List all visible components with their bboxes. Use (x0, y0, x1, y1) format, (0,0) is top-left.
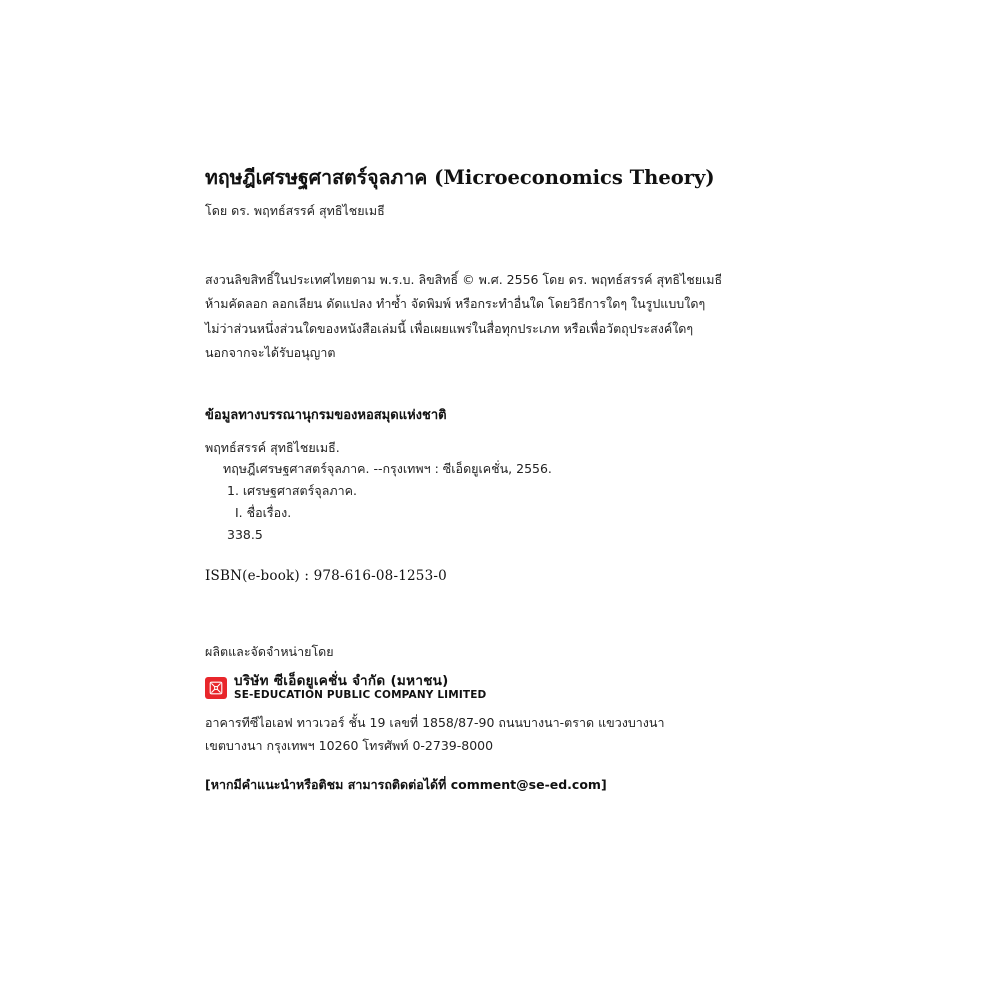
cataloging-line-added-entry: I. ชื่อเรื่อง. (235, 505, 292, 521)
copyright-line-3: ไม่ว่าส่วนหนึ่งส่วนใดของหนังสือเล่มนี้ เพื่อเผยแพร่ในสื่อทุกประเภท หรือเพื่อวัตถุประสงค์ใดๆ (205, 320, 694, 336)
author-line: โดย ดร. พฤทธ์สรรค์ สุทธิไชยเมธี (205, 203, 385, 219)
publisher-name-th: บริษัท ซีเอ็ดยูเคชั่น จำกัด (มหาชน) (234, 672, 449, 689)
cataloging-line-title: ทฤษฎีเศรษฐศาสตร์จุลภาค. --กรุงเทพฯ : ซีเอ็ดยูเคชั่น, 2556. (223, 461, 552, 477)
contact-email[interactable]: comment@se-ed.com (450, 777, 601, 793)
cataloging-block (205, 404, 825, 584)
copyright-page-content (205, 165, 825, 795)
se-ed-square-logo-icon (205, 677, 227, 699)
copyright-paragraph (205, 268, 725, 366)
cataloging-line-subject: 1. เศรษฐศาสตร์จุลภาค. (227, 483, 357, 499)
publisher-logo-row (205, 674, 825, 702)
publisher-block (205, 642, 825, 795)
publisher-lead-text: ผลิตและจัดจำหน่ายโดย (205, 643, 334, 659)
copyright-line-2: ห้ามคัดลอก ลอกเลียน ดัดแปลง ทำซ้ำ จัดพิมพ์ หรือกระทำอื่นใด โดยวิธีการใดๆ ในรูปแบบใดๆ (205, 296, 706, 312)
publisher-address-line-2: เขตบางนา กรุงเทพฯ 10260 โทรศัพท์ 0-2739-8000 (205, 737, 494, 753)
publisher-name (234, 674, 486, 702)
copyright-line-4: นอกจากจะได้รับอนุญาต (205, 345, 336, 361)
page-title: ทฤษฎีเศรษฐศาสตร์จุลภาค (Microeconomics Theory) (205, 166, 715, 189)
contact-note-suffix: ] (600, 777, 607, 793)
contact-note-prefix: [หากมีคำแนะนำหรือติชม สามารถติดต่อได้ที่ (205, 777, 451, 793)
contact-note (205, 775, 825, 795)
cataloging-line-ddc: 338.5 (227, 527, 263, 543)
cataloging-heading: ข้อมูลทางบรรณานุกรมของหอสมุดแห่งชาติ (205, 407, 447, 423)
publisher-name-en: SE-EDUCATION PUBLIC COMPANY LIMITED (234, 689, 487, 702)
copyright-line-1: สงวนลิขสิทธิ์ในประเทศไทยตาม พ.ร.บ. ลิขสิทธิ์ © พ.ศ. 2556 โดย ดร. พฤทธ์สรรค์ สุทธิไชยเมธี (205, 272, 723, 288)
cataloging-line-author: พฤทธ์สรรค์ สุทธิไชยเมธี. (205, 439, 340, 455)
publisher-address-line-1: อาคารทีซีไอเอฟ ทาวเวอร์ ชั้น 19 เลขที่ 1858/87-90 ถนนบางนา-ตราด แขวงบางนา (205, 714, 665, 730)
isbn-line: ISBN(e-book) : 978-616-08-1253-0 (205, 567, 447, 584)
